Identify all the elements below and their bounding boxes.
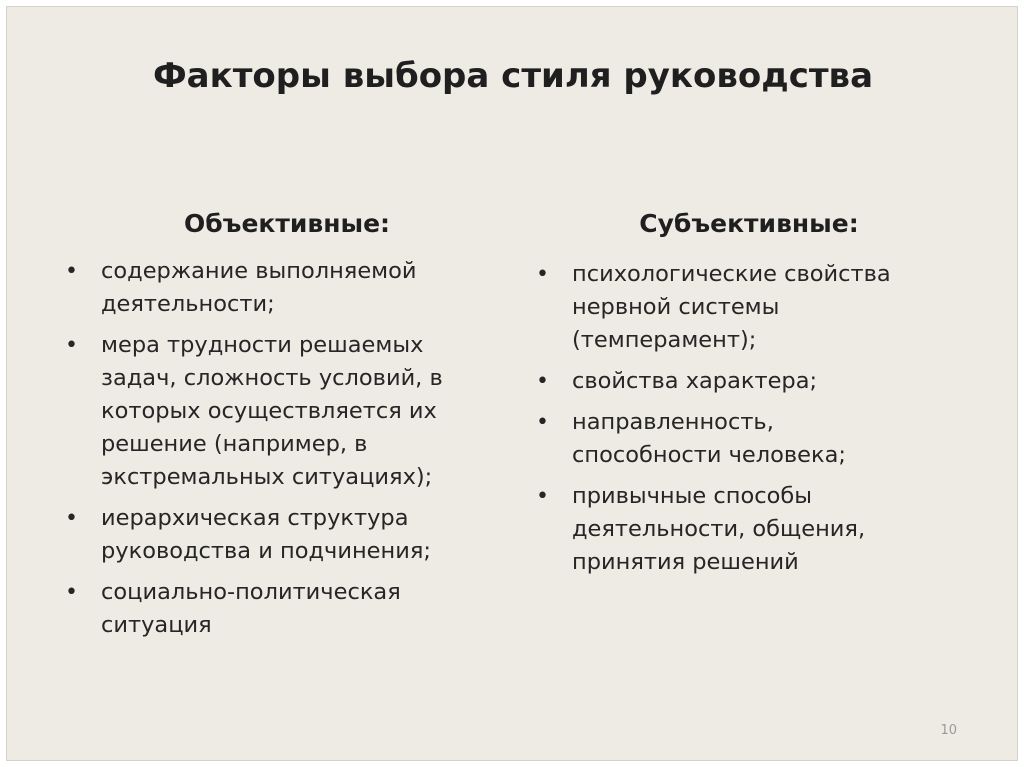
list-item: [532, 406, 912, 472]
slide: [6, 6, 1018, 761]
list-item-text: направленность, способности человека;: [572, 409, 846, 468]
list-item-text: психологические свойства нервной системы (темперамент);: [572, 261, 891, 353]
bullet-icon: •: [65, 580, 78, 605]
bullet-icon: •: [536, 369, 549, 394]
list-item: [61, 576, 501, 642]
list-item: [532, 480, 912, 579]
list-item-text: содержание выполняемой деятельности;: [101, 258, 417, 317]
list-item: [532, 365, 912, 398]
bullet-icon: •: [65, 259, 78, 284]
objective-heading: Объективные:: [183, 209, 391, 238]
subjective-heading: Субъективные:: [639, 209, 859, 238]
list-item-text: свойства характера;: [572, 368, 818, 394]
bullet-icon: •: [65, 333, 78, 358]
bullet-icon: •: [536, 410, 549, 435]
list-item-text: мера трудности решаемых задач, сложность условий, в которых осуществляется их решение (например, в экстремальных ситуациях);: [101, 332, 443, 490]
bullet-icon: •: [536, 484, 549, 509]
list-item: [61, 329, 501, 494]
slide-title: Факторы выбора стиля руководства: [152, 56, 874, 96]
list-item-text: социально-политическая ситуация: [101, 579, 401, 638]
list-item-text: иерархическая структура руководства и подчинения;: [101, 505, 431, 564]
list-item: [61, 255, 501, 321]
page-number: 10: [940, 723, 957, 738]
bullet-icon: •: [65, 506, 78, 531]
list-item: [532, 258, 912, 357]
list-item: [61, 502, 501, 568]
list-item-text: привычные способы деятельности, общения, принятия решений: [572, 483, 866, 575]
objective-list: [61, 255, 501, 650]
subjective-list: [532, 258, 912, 587]
bullet-icon: •: [536, 262, 549, 287]
